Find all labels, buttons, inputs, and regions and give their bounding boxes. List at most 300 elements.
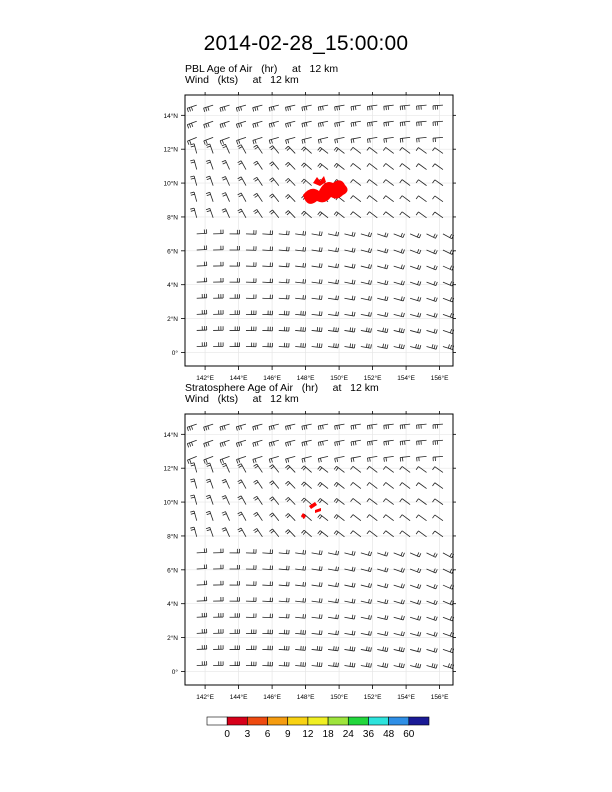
wind-barb-flag (386, 457, 387, 461)
wind-barb-flag (222, 512, 226, 514)
wind-barb-staff (418, 515, 426, 521)
wind-barb-flag (401, 615, 402, 619)
wind-barb-staff (279, 330, 289, 331)
wind-barb-flag (387, 233, 388, 237)
wind-barb-staff (279, 347, 289, 348)
wind-barb-flag (318, 140, 319, 144)
wind-barb (351, 456, 361, 462)
wind-barb-flag (352, 631, 353, 635)
wind-barb-flag (336, 631, 337, 635)
wind-barb-flag (418, 345, 419, 349)
wind-barb (361, 312, 372, 316)
wind-barb-flag (305, 566, 306, 570)
wind-barb-flag (207, 481, 211, 482)
wind-barb-staff (344, 601, 354, 603)
wind-barb-flag (403, 569, 404, 573)
wind-barb-staff (433, 121, 443, 122)
wind-barb-flag (401, 552, 402, 556)
wind-barb-flag (355, 441, 356, 445)
wind-barb (222, 479, 230, 488)
wind-barb (443, 585, 454, 590)
wind-barb-flag (334, 327, 335, 331)
wind-barb-flag (372, 425, 373, 429)
wind-barb-staff (253, 137, 263, 140)
wind-barb-flag (189, 427, 190, 431)
wind-barb-staff (435, 164, 443, 170)
wind-barb (384, 424, 394, 429)
wind-barb (295, 614, 305, 618)
wind-barb-staff (269, 137, 279, 140)
wind-barb (344, 551, 355, 555)
wind-barb-flag (238, 480, 242, 482)
wind-barb-flag (434, 313, 435, 317)
wind-barb-flag (222, 463, 226, 465)
wind-barb-staff (279, 617, 289, 618)
wind-barb (262, 343, 272, 347)
wind-barb-flag (189, 459, 190, 463)
wind-barb-flag (434, 569, 436, 573)
wind-barb-flag (304, 442, 305, 446)
wind-barb-flag (255, 459, 256, 463)
wind-barb-flag (269, 426, 270, 430)
wind-barb-flag (223, 162, 227, 164)
wind-barb (236, 456, 245, 463)
wind-barb-staff (194, 160, 197, 170)
wind-barb (269, 137, 279, 144)
wind-barb (361, 583, 372, 587)
wind-barb-flag (319, 550, 320, 554)
wind-barb-flag (368, 551, 369, 555)
wind-barb-flag (418, 329, 419, 333)
wind-barb-flag (403, 648, 404, 652)
wind-barb (269, 497, 278, 505)
wind-barb-staff (344, 633, 354, 635)
wind-barb-staff (273, 162, 279, 170)
wind-barb-flag (206, 479, 210, 480)
wind-barb-flag (399, 663, 400, 667)
wind-barb-flag (238, 496, 242, 498)
wind-barb-flag (436, 664, 437, 668)
wind-barb (344, 631, 355, 635)
wind-barb-flag (238, 464, 242, 466)
wind-barb (394, 233, 405, 238)
wind-barb-staff (337, 147, 345, 153)
wind-barb (295, 582, 305, 586)
wind-barb (222, 528, 230, 537)
wind-barb-flag (385, 631, 386, 635)
wind-barb-flag (370, 106, 371, 110)
wind-barb-flag (287, 212, 290, 215)
wind-barb-staff (304, 514, 312, 521)
wind-barb-staff (312, 330, 322, 331)
wind-barb (253, 105, 263, 111)
wind-barb (312, 295, 322, 299)
wind-barb-staff (318, 424, 328, 426)
lon-tick-label: 154°E (397, 375, 415, 382)
wind-barb-flag (238, 528, 242, 530)
wind-barb (312, 263, 322, 267)
colorbar-swatch (348, 717, 368, 725)
wind-barb-flag (367, 531, 369, 534)
wind-barb-flag (206, 124, 207, 128)
lat-tick-label: 12°N (163, 465, 178, 473)
lon-tick-label: 152°E (363, 694, 382, 701)
wind-barb-staff (312, 585, 322, 586)
wind-barb-staff (337, 466, 345, 472)
wind-barb (394, 631, 405, 635)
wind-barb-staff (335, 105, 345, 107)
wind-barb (213, 565, 223, 569)
wind-barb (410, 584, 421, 589)
lon-tick-label: 156°E (430, 694, 449, 701)
wind-barb (318, 515, 328, 521)
wind-barb-flag (450, 664, 451, 668)
wind-barb-flag (387, 345, 388, 349)
wind-barb-flag (207, 465, 211, 466)
wind-barb-flag (434, 345, 435, 349)
wind-barb-flag (335, 426, 336, 430)
wind-barb-flag (403, 313, 404, 317)
wind-barb-flag (222, 495, 226, 497)
wind-barb-flag (287, 515, 290, 518)
wind-barb (416, 148, 426, 154)
wind-barb (279, 646, 289, 650)
wind-barb-flag (305, 247, 306, 251)
wind-barb-staff (335, 424, 345, 426)
wind-barb (230, 645, 240, 649)
wind-barb-flag (354, 280, 355, 284)
wind-barb-flag (400, 483, 402, 486)
wind-barb-staff (257, 177, 263, 185)
wind-barb-flag (239, 211, 243, 213)
wind-barb (206, 463, 213, 472)
wind-barb (410, 233, 421, 238)
wind-barb (230, 278, 240, 282)
wind-barb-flag (319, 532, 321, 535)
wind-barb-staff (288, 178, 295, 185)
wind-barb (206, 511, 213, 520)
wind-barb-staff (225, 528, 229, 537)
wind-barb-flag (239, 514, 243, 516)
wind-barb-flag (400, 515, 402, 518)
wind-barb-staff (269, 456, 279, 459)
wind-barb (206, 176, 213, 185)
wind-barb (361, 344, 372, 349)
wind-barb-staff (369, 515, 377, 521)
wind-barb-staff (257, 512, 263, 520)
wind-barb-flag (338, 344, 339, 348)
wind-barb-flag (350, 662, 351, 666)
wind-barb-flag (255, 140, 256, 144)
wind-barb-staff (328, 347, 338, 348)
wind-barb-flag (352, 296, 353, 300)
wind-barb-flag (336, 344, 337, 348)
wind-barb-staff (241, 177, 246, 186)
wind-barb-staff (187, 137, 196, 141)
wind-barb-flag (190, 511, 194, 512)
wind-barb-flag (352, 264, 353, 268)
wind-barb-flag (417, 265, 418, 269)
wind-barb (377, 647, 388, 652)
wind-barb-flag (369, 328, 370, 332)
wind-barb-flag (351, 212, 353, 215)
wind-barb (312, 662, 322, 666)
wind-barb-flag (191, 194, 195, 195)
wind-barb-flag (286, 459, 287, 463)
wind-barb-flag (301, 179, 304, 182)
wind-barb-staff (351, 440, 361, 442)
wind-barb-flag (223, 497, 227, 499)
wind-barb-flag (416, 196, 418, 199)
wind-barb-staff (285, 424, 295, 426)
wind-barb (416, 180, 426, 186)
wind-barb-staff (344, 666, 354, 668)
wind-barb-flag (191, 426, 192, 430)
wind-barb-flag (302, 442, 303, 446)
wind-barb-staff (288, 162, 295, 169)
wind-barb-staff (279, 234, 289, 235)
wind-barb (318, 498, 328, 504)
wind-barb-flag (368, 248, 369, 252)
wind-barb-staff (220, 456, 229, 459)
wind-barb (427, 250, 438, 255)
wind-barb-staff (320, 515, 328, 521)
colorbar-swatch (409, 717, 429, 725)
wind-barb-flag (306, 441, 307, 445)
wind-barb-flag (224, 107, 225, 111)
wind-barb (400, 137, 410, 142)
lat-tick-label: 4°N (167, 282, 178, 290)
wind-barb-staff (302, 121, 312, 123)
lon-tick-label: 148°E (296, 694, 315, 701)
wind-barb-flag (403, 250, 404, 254)
wind-barb-staff (279, 282, 289, 283)
wind-barb (279, 247, 289, 251)
wind-barb-flag (336, 312, 337, 316)
lon-tick-label: 142°E (196, 375, 214, 382)
wind-barb-staff (433, 440, 443, 441)
wind-barb-flag (220, 141, 221, 145)
wind-barb (335, 456, 345, 462)
wind-barb-staff (194, 527, 197, 537)
wind-barb-flag (386, 122, 387, 126)
wind-barb (427, 663, 438, 668)
wind-barb-flag (420, 345, 421, 349)
wind-barb (427, 297, 438, 302)
wind-barb-staff (344, 298, 354, 300)
wind-barb-flag (290, 442, 291, 446)
wind-barb (318, 424, 328, 430)
colorbar-swatch (227, 717, 247, 725)
wind-barb-staff (351, 105, 361, 106)
wind-barb-flag (416, 515, 418, 518)
wind-barb-flag (419, 234, 421, 238)
wind-barb (361, 631, 372, 635)
colorbar-label: 60 (403, 729, 415, 740)
wind-barb-staff (353, 163, 361, 169)
wind-barb-flag (387, 249, 388, 253)
wind-barb-staff (335, 137, 345, 139)
wind-barb-flag (418, 600, 419, 604)
wind-barb (312, 614, 322, 618)
wind-barb-flag (207, 497, 211, 498)
wind-barb-flag (354, 583, 355, 587)
wind-barb-staff (295, 282, 305, 283)
wind-barb-flag (416, 531, 418, 534)
wind-barb-flag (322, 264, 323, 268)
wind-barb (384, 137, 394, 142)
wind-barb-flag (352, 328, 353, 332)
wind-barb (410, 648, 421, 652)
wind-barb (410, 568, 421, 573)
wind-barb-flag (387, 313, 388, 317)
wind-barb-flag (301, 482, 304, 485)
wind-barb-staff (435, 499, 443, 505)
wind-barb (361, 615, 372, 619)
wind-barb (351, 482, 361, 488)
wind-barb-flag (288, 139, 289, 143)
wind-barb (262, 565, 272, 569)
wind-barb-staff (435, 196, 443, 202)
wind-barb (206, 160, 213, 169)
wind-barb (246, 549, 256, 553)
wind-barb-staff (328, 314, 338, 315)
wind-barb-flag (387, 281, 388, 285)
wind-barb (213, 310, 223, 314)
wind-barb (246, 646, 256, 650)
wind-barb (262, 614, 272, 618)
wind-barb-flag (367, 499, 369, 502)
wind-barb-staff (269, 105, 279, 107)
wind-barb-staff (312, 234, 322, 236)
wind-barb (383, 147, 393, 153)
wind-barb-staff (279, 314, 289, 315)
wind-barb-flag (434, 281, 435, 285)
wind-barb-flag (269, 107, 270, 111)
wind-barb (328, 599, 339, 603)
wind-barb (351, 121, 361, 127)
lat-tick-label: 14°N (163, 431, 178, 439)
lon-tick-label: 152°E (363, 375, 382, 382)
wind-barb-flag (355, 425, 356, 429)
wind-barb (301, 179, 311, 186)
wind-barb-flag (336, 165, 338, 168)
wind-barb (301, 482, 311, 489)
wind-barb (361, 296, 372, 300)
wind-barb (312, 582, 322, 586)
wind-barb-flag (302, 426, 303, 430)
wind-barb (328, 567, 339, 571)
wind-barb-flag (190, 208, 194, 209)
colorbar-label: 0 (224, 729, 230, 740)
wind-barb-flag (190, 479, 194, 480)
wind-barb-flag (384, 442, 385, 446)
wind-barb-flag (223, 481, 227, 483)
wind-barb-flag (354, 615, 355, 619)
wind-barb (279, 630, 289, 634)
wind-barb (328, 343, 338, 348)
lat-tick-label: 4°N (167, 601, 178, 609)
wind-barb-flag (367, 123, 368, 127)
wind-barb (410, 663, 421, 668)
wind-barb-staff (435, 515, 443, 521)
wind-barb-staff (369, 499, 377, 505)
wind-barb-flag (285, 124, 286, 128)
wind-barb-flag (385, 280, 386, 284)
lon-tick-label: 144°E (229, 375, 248, 382)
wind-barb (367, 440, 377, 445)
wind-barb-staff (418, 196, 426, 202)
wind-barb (377, 583, 388, 587)
wind-barb (269, 456, 279, 463)
wind-barb-flag (450, 569, 452, 573)
wind-barb (206, 144, 213, 153)
wind-barb (312, 646, 322, 650)
wind-barb-staff (288, 465, 295, 472)
wind-barb-staff (295, 601, 305, 602)
wind-barb-flag (401, 600, 402, 604)
wind-barb (344, 583, 355, 587)
wind-barb-flag (222, 443, 223, 447)
wind-barb (377, 328, 388, 333)
wind-barb (206, 479, 213, 488)
wind-barb (410, 249, 421, 254)
wind-barb-flag (239, 530, 243, 532)
wind-barb (254, 512, 263, 520)
wind-barb-flag (323, 122, 324, 126)
wind-barb-flag (336, 213, 338, 216)
wind-barb (285, 440, 295, 446)
wind-barb (285, 121, 295, 127)
wind-barb (377, 344, 388, 349)
wind-barb-flag (388, 122, 389, 126)
wind-barb-staff (262, 553, 272, 554)
wind-barb (190, 495, 196, 505)
wind-barb-flag (354, 567, 355, 571)
wind-barb-staff (344, 282, 354, 284)
wind-barb-flag (336, 264, 337, 268)
wind-barb-flag (353, 123, 354, 127)
wind-barb-flag (436, 266, 438, 270)
wind-barb (383, 515, 393, 521)
map-frame (185, 414, 453, 685)
wind-barb-flag (383, 196, 385, 199)
wind-barb-flag (305, 550, 306, 554)
wind-barb-flag (337, 442, 338, 446)
wind-barb-staff (328, 666, 338, 667)
wind-barb-flag (370, 122, 371, 126)
wind-barb-flag (338, 647, 339, 651)
wind-barb (328, 296, 339, 300)
wind-barb-flag (206, 511, 210, 512)
wind-barb (206, 495, 213, 504)
wind-barb-flag (301, 530, 304, 533)
wind-barb (432, 164, 442, 170)
wind-barb-staff (241, 528, 246, 537)
wind-barb (318, 482, 328, 488)
lon-tick-label: 144°E (229, 694, 248, 701)
wind-barb (246, 310, 256, 314)
wind-barb (328, 551, 339, 555)
wind-barb-flag (255, 195, 258, 197)
wind-barb-staff (353, 179, 361, 185)
wind-barb-flag (304, 107, 305, 111)
wind-barb-flag (236, 141, 237, 145)
wind-barb-flag (338, 615, 339, 619)
wind-barb-flag (223, 211, 227, 213)
wind-barb-flag (450, 345, 451, 349)
wind-barb (246, 230, 256, 234)
